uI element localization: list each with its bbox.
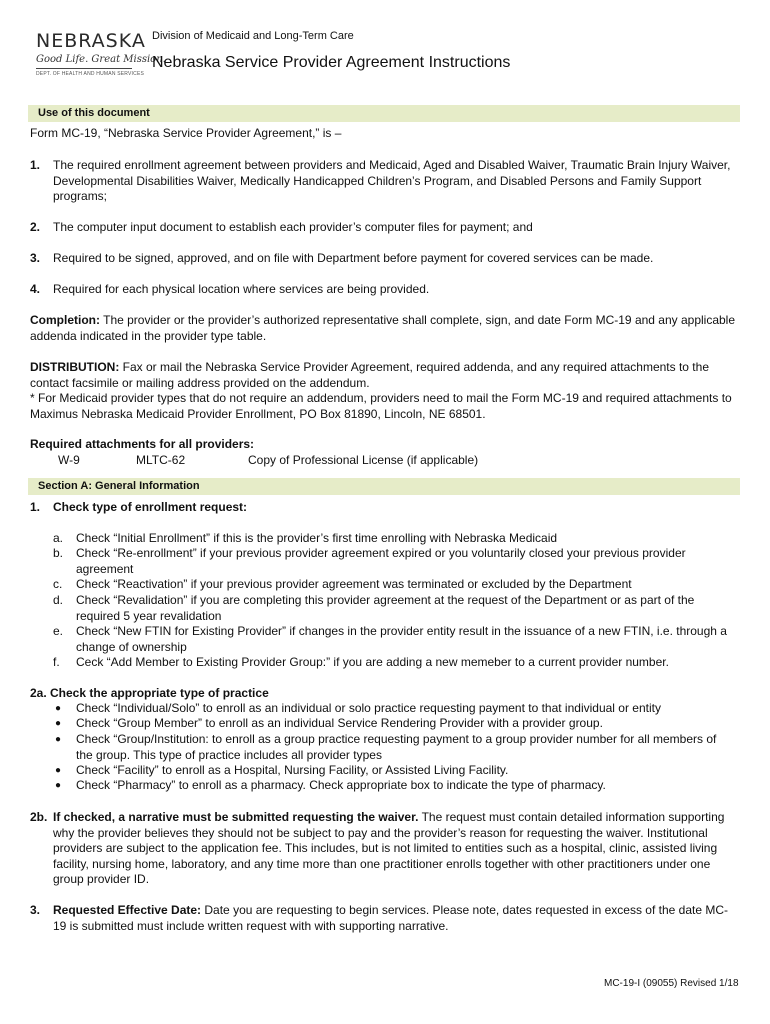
q2a-title: 2a. Check the appropriate type of practice xyxy=(30,686,269,700)
q2b-number: 2b. xyxy=(30,810,48,824)
item-text: The computer input document to establish each provider’s computer files for payment; and xyxy=(53,220,533,234)
item-number: 4. xyxy=(30,282,41,296)
form-footer: MC-19-I (09055) Revised 1/18 xyxy=(604,978,739,989)
distribution-note: * For Medicaid provider types that do not require an addendum, providers need to mail the Form MC-19 and required attachments to Maximus Nebraska Medicaid Provider Enrollment, PO Box 81890, Lincoln, NE 68501. xyxy=(30,391,732,421)
q1-number: 1. xyxy=(30,500,41,514)
nebraska-logo: NEBRASKA xyxy=(36,30,146,52)
bullet-icon: ● xyxy=(55,780,62,791)
section-heading-general: Section A: General Information xyxy=(28,478,740,495)
list-item: Ceck “Add Member to Existing Provider Group:” if you are adding a new memeber to a current provider number. xyxy=(76,655,669,669)
logo-department: DEPT. OF HEALTH AND HUMAN SERVICES xyxy=(36,71,145,77)
q1-title: Check type of enrollment request: xyxy=(53,500,248,514)
logo-tagline: Good Life. Great Mission. xyxy=(36,54,166,65)
division-name: Division of Medicaid and Long-Term Care xyxy=(152,30,354,42)
q3-paragraph: Requested Effective Date: Date you are requesting to begin services. Please note, dates requested in excess of the date MC-19 is submitted must include written request with with supporting narrative. xyxy=(53,903,729,933)
item-number: 2. xyxy=(30,220,41,234)
item-text: Required to be signed, approved, and on file with Department before payment for covered services can be made. xyxy=(53,251,654,265)
bullet-icon: ● xyxy=(55,703,62,714)
logo-divider xyxy=(36,68,132,69)
bullet-icon: ● xyxy=(55,718,62,729)
list-letter: c. xyxy=(53,577,63,591)
list-item: Check “Revalidation” if you are completing this provider agreement at the request of the Department or as part of the required 5 year revalidation xyxy=(76,593,695,623)
completion-paragraph: Completion: The provider or the provider’s authorized representative shall complete, sign, and date Form MC-19 and any applicable addenda indicated in the provider type table. xyxy=(30,313,736,343)
list-item: Check “Pharmacy” to enroll as a pharmacy. Check appropriate box to indicate the type of pharmacy. xyxy=(76,778,606,792)
list-item: Check “Initial Enrollment” if this is the provider’s first time enrolling with Nebraska Medicaid xyxy=(76,531,558,545)
attachments-heading: Required attachments for all providers: xyxy=(30,437,255,451)
list-item: Check “Individual/Solo” to enroll as an individual or solo practice requesting payment to that individual or entity xyxy=(76,701,661,715)
item-text: The required enrollment agreement between providers and Medicaid, Aged and Disabled Waiver, Traumatic Brain Injury Waiver, Developmental Disabilities Waiver, Medically Handicapped Children’s Program, and Disabled Persons and Family Support programs; xyxy=(53,158,731,203)
item-number: 1. xyxy=(30,158,41,172)
list-item: Check “Reactivation” if your previous provider agreement was terminated or excluded by the Department xyxy=(76,577,632,591)
bullet-icon: ● xyxy=(55,734,62,745)
item-text: Required for each physical location where services are being provided. xyxy=(53,282,430,296)
list-item: Check “Group/Institution: to enroll as a group practice requesting payment to a group provider number for all members of the group. This type of practice includes all provider types xyxy=(76,732,717,762)
list-item: Check “Group Member” to enroll as an individual Service Rendering Provider with a provider group. xyxy=(76,716,603,730)
q3-number: 3. xyxy=(30,903,41,917)
attachment-license: Copy of Professional License (if applicable) xyxy=(248,453,479,467)
list-letter: f. xyxy=(53,655,60,669)
page-title: Nebraska Service Provider Agreement Instructions xyxy=(152,54,511,71)
item-number: 3. xyxy=(30,251,41,265)
distribution-paragraph: DISTRIBUTION: Fax or mail the Nebraska Service Provider Agreement, required addenda, and any required attachments to the contact facsimile or mailing address provided on the addendum. xyxy=(30,360,709,390)
list-letter: d. xyxy=(53,593,64,607)
attachment-w9: W-9 xyxy=(58,453,80,467)
intro-text: Form MC-19, “Nebraska Service Provider Agreement,” is – xyxy=(30,126,342,140)
attachment-mltc62: MLTC-62 xyxy=(136,453,186,467)
bullet-icon: ● xyxy=(55,765,62,776)
list-item: Check “New FTIN for Existing Provider” if changes in the provider entity result in the issuance of a new FTIN, i.e. through a change of ownership xyxy=(76,624,727,654)
list-item: Check “Re-enrollment” if your previous provider agreement expired or you voluntarily closed your previous provider agreement xyxy=(76,546,686,576)
list-letter: b. xyxy=(53,546,64,560)
list-item: Check “Facility” to enroll as a Hospital, Nursing Facility, or Assisted Living Facility. xyxy=(76,763,509,777)
list-letter: e. xyxy=(53,624,64,638)
section-heading-use: Use of this document xyxy=(28,105,740,122)
q2b-paragraph: If checked, a narrative must be submitted requesting the waiver. The request must contain detailed information supporting why the provider believes they should not be subject to pay and the provider’s reason for requesting the waiver. Institutional providers are subject to the application fee. This includes, but is not limited to entities such as a hospital, clinic, assisted living facility, nursing home, laboratory, and any time more than one practitioner enrolls together with other practitioners under one group provider ID. xyxy=(53,810,725,886)
list-letter: a. xyxy=(53,531,64,545)
